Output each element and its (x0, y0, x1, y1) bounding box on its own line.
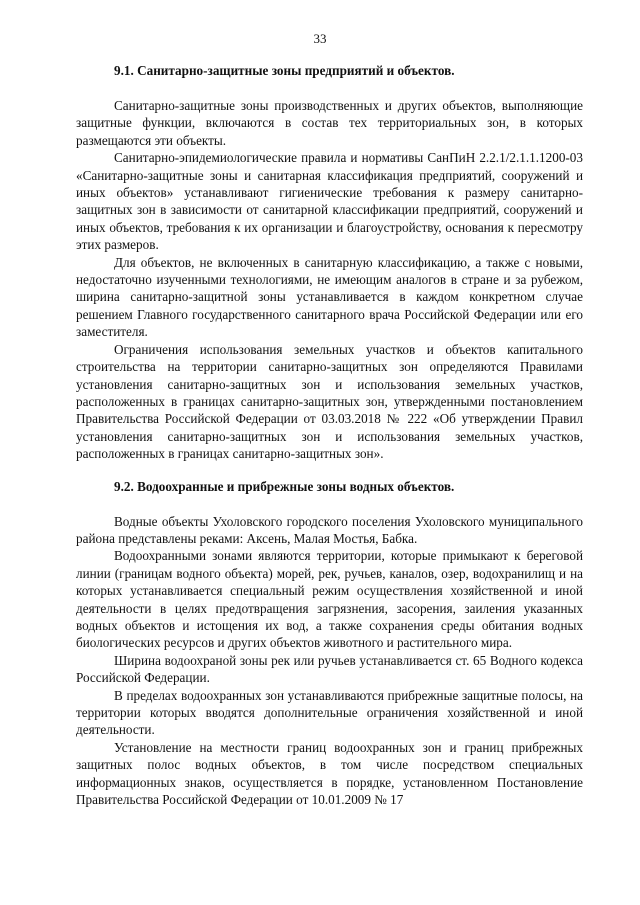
paragraph: Санитарно-эпидемиологические правила и нормативы СанПиН 2.2.1/2.1.1.1200-03 «Санитарно-защитные зоны и санитарная классификация предприятий, сооружений и иных объектов» устанавливают гигиенические требования к размеру санитарно-защитных зон в зависимости от санитарной классификации предприятий, сооружений и иных объектов, требования к их организации и благоустройству, основания к пересмотру этих размеров. (76, 150, 583, 253)
paragraph: Санитарно-защитные зоны производственных и других объектов, выполняющие защитные функции, включаются в состав тех территориальных зон, в которых размещаются эти объекты. (76, 98, 583, 148)
paragraph: Водоохранными зонами являются территории, которые примыкают к береговой линии (границам водного объекта) морей, рек, ручьев, каналов, озер, водохранилищ и на которых устанавливается специальный режим осуществления хозяйственной и иной деятельности в целях предотвращения загрязнения, засорения, заиления указанных водных объектов и истощения их вод, а также сохранения среды обитания водных биологических ресурсов и других объектов животного и растительного мира. (76, 548, 583, 651)
section-heading-water-protection-zones: 9.2. Водоохранные и прибрежные зоны водных объектов. (114, 478, 455, 494)
section-heading-sanitary-zones: 9.1. Санитарно-защитные зоны предприятий и объектов. (114, 63, 455, 78)
paragraph: Водные объекты Ухоловского городского поселения Ухоловского муниципального района представлены реками: Аксень, Малая Мостья, Бабка. (76, 513, 583, 546)
page-number: 33 (313, 31, 327, 46)
paragraph: В пределах водоохранных зон устанавливаются прибрежные защитные полосы, на территории которых вводятся дополнительные ограничения хозяйственной и иной деятельности. (76, 687, 583, 738)
paragraph: Установление на местности границ водоохранных зон и границ прибрежных защитных полос водных объектов, в том числе посредством специальных информационных знаков, осуществляется в порядке, установленном Постановление Правительства Российской Федерации от 10.01.2009 № 17 (76, 739, 583, 808)
paragraph: Ширина водоохраной зоны рек или ручьев устанавливается ст. 65 Водного кодекса Российской Федерации. (76, 652, 583, 686)
document-body (76, 62, 583, 808)
paragraph: Ограничения использования земельных участков и объектов капитального строительства на территории санитарно-защитных зон определяются Правилами установления санитарно-защитных зон и использования земельных участков, расположенных в границах санитарно-защитных зон, утвержденными постановлением Правительства Российской Федерации от 03.03.2018 № 222 «Об утверждении Правил установления санитарно-защитных зон и использования земельных участков, расположенных в границах санитарно-защитных зон». (76, 341, 583, 462)
paragraph: Для объектов, не включенных в санитарную классификацию, а также с новыми, недостаточно изученными технологиями, не имеющим аналогов в стране и за рубежом, ширина санитарно-защитной зоны устанавливается в каждом конкретном случае решением Главного государственного санитарного врача Российской Федерации или его заместителя. (76, 254, 583, 340)
